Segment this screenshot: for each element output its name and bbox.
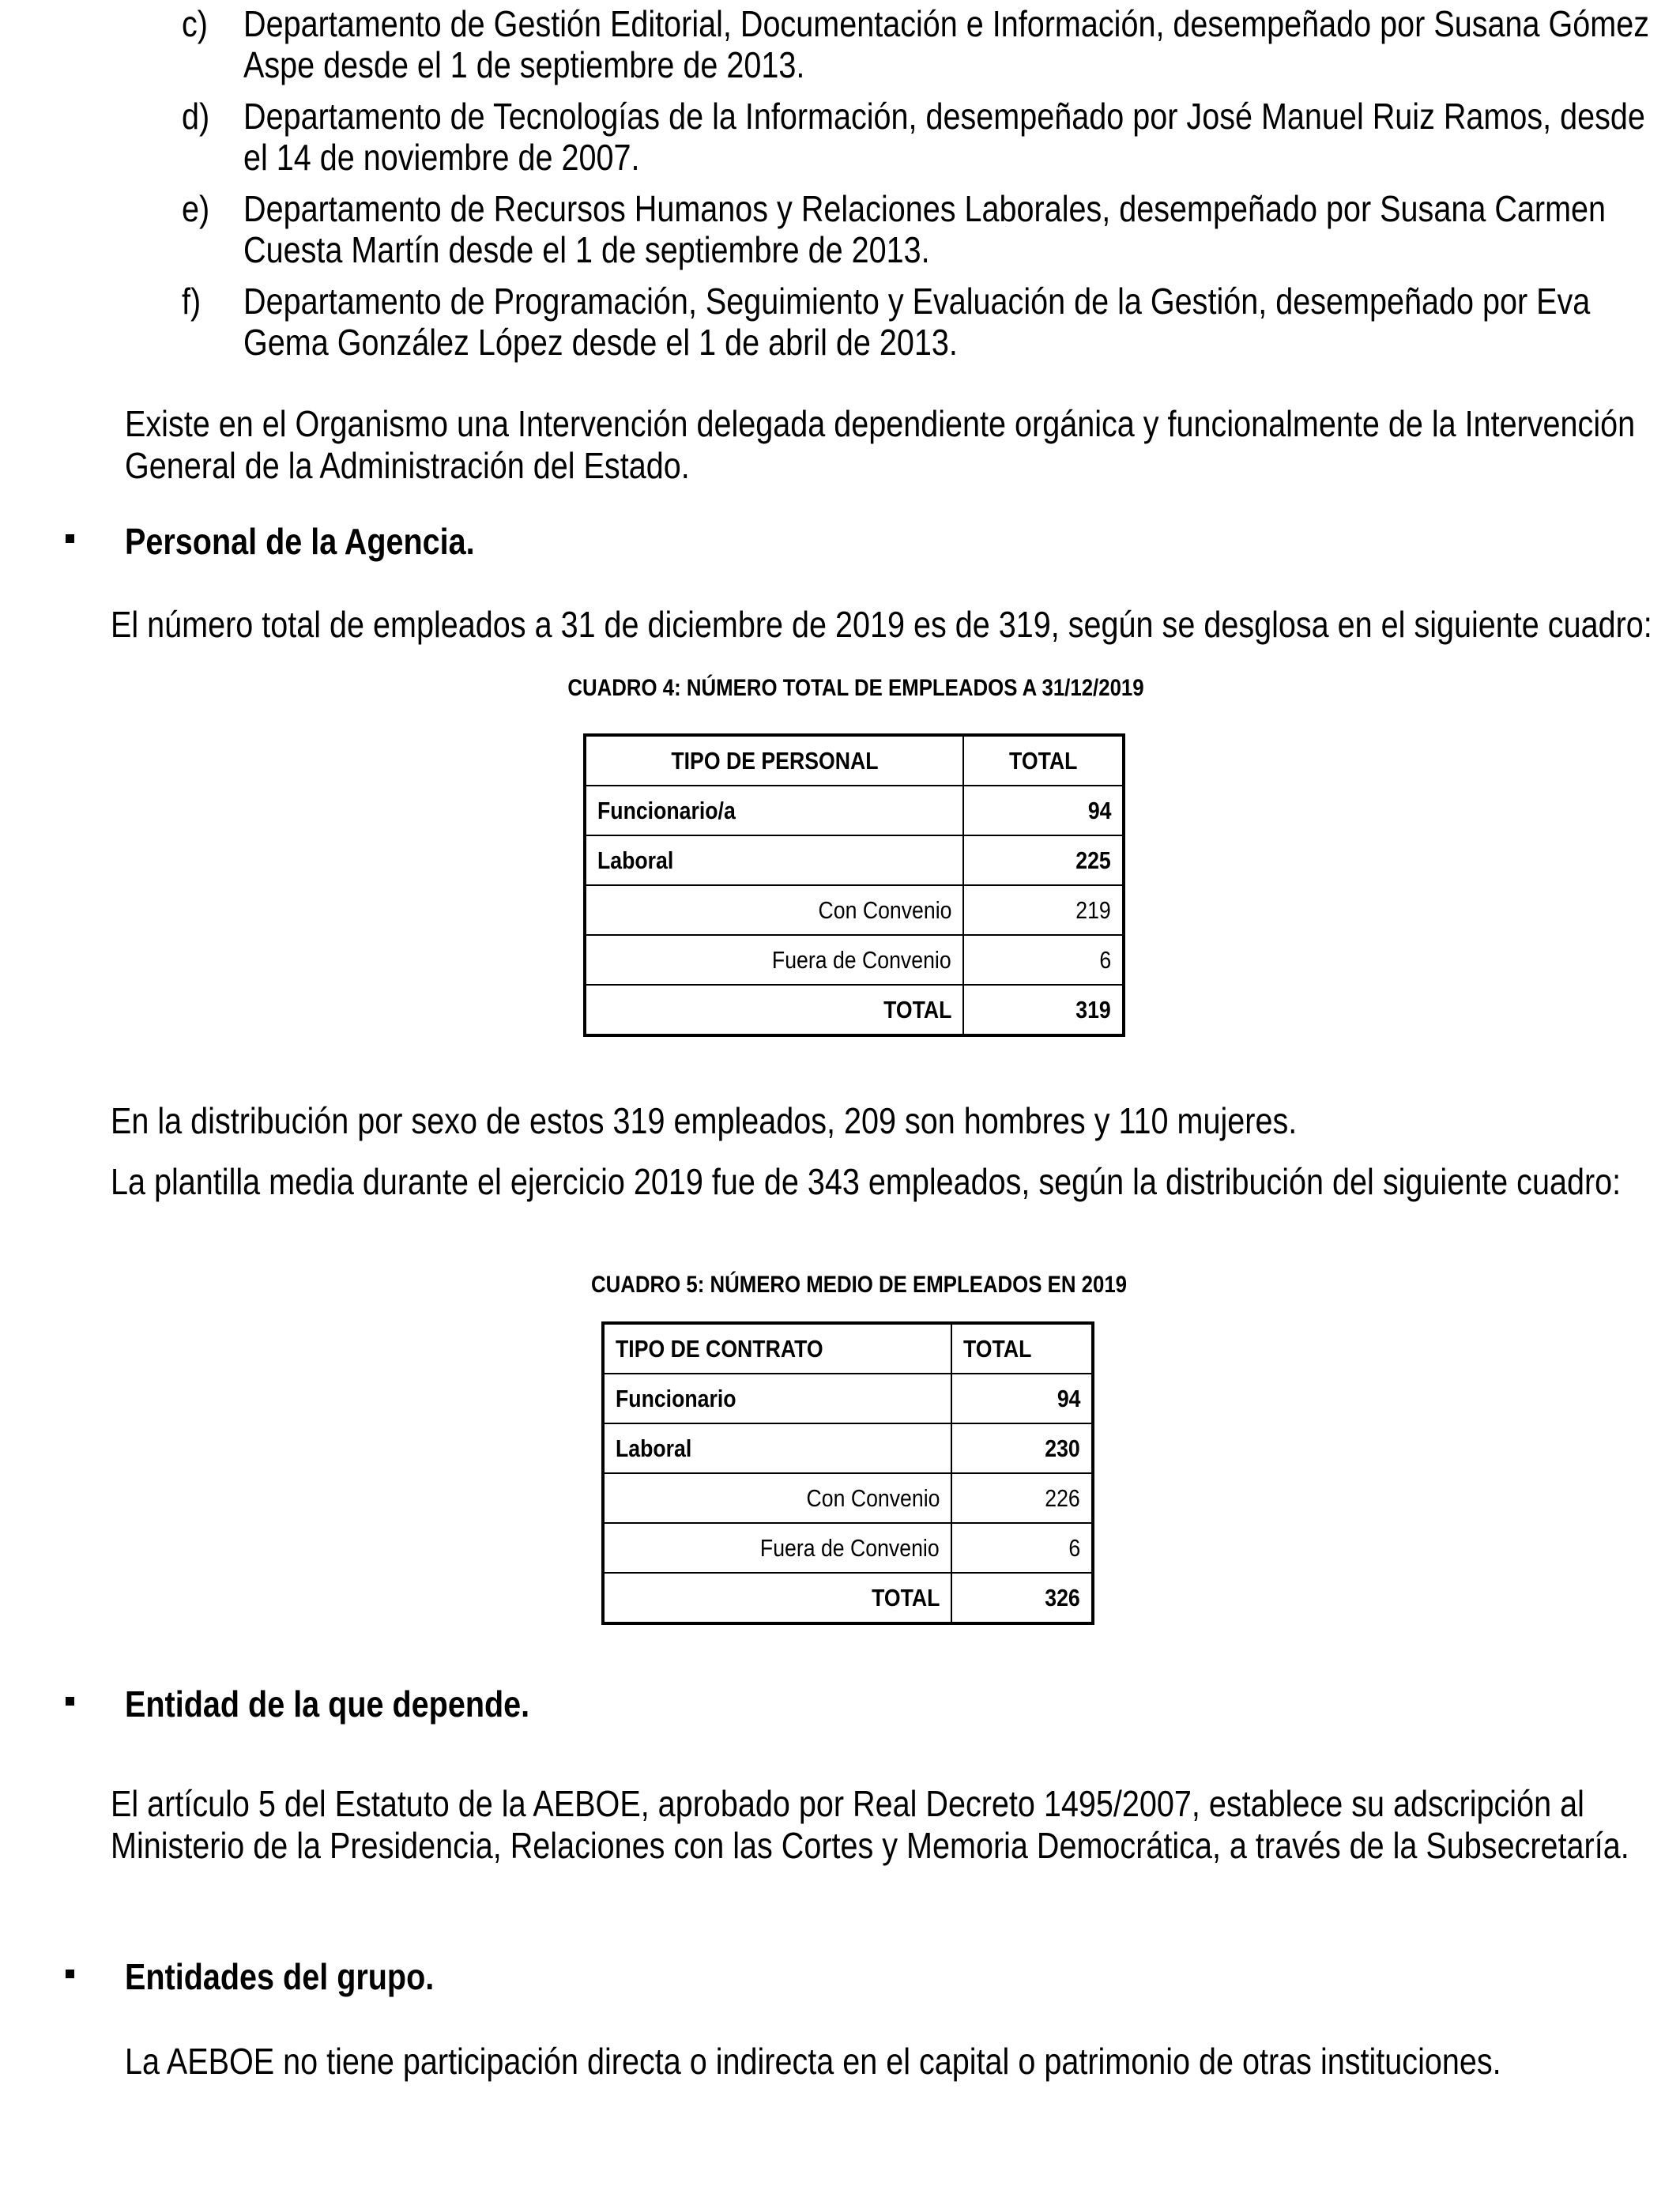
table-row: [603, 1473, 1093, 1523]
paragraph-line: El número total de empleados a 31 de diciembre de 2019 es de 319, según se desglosa en el siguiente cuadro:: [111, 604, 1652, 645]
table-cell-value: 226: [951, 1473, 1093, 1523]
bullet-icon: [66, 534, 74, 543]
section-heading: Entidades del grupo.: [125, 1956, 435, 1997]
table-caption: CUADRO 4: NÚMERO TOTAL DE EMPLEADOS A 31/12/2019: [567, 675, 1144, 701]
paragraph-line: Ministerio de la Presidencia, Relaciones con las Cortes y Memoria Democrática, a través de la Subsecretaría.: [111, 1825, 1629, 1866]
table-header-cell: TIPO DE PERSONAL: [585, 735, 963, 786]
list-marker: f): [182, 281, 202, 322]
table-cell-value: 94: [951, 1374, 1093, 1423]
list-item-line: Departamento de Recursos Humanos y Relaciones Laborales, desempeñado por Susana Carmen: [243, 188, 1607, 229]
paragraph-line: General de la Administración del Estado.: [125, 445, 690, 486]
table-header-row: [603, 1323, 1093, 1374]
table-header-row: [585, 735, 1124, 786]
table-total-row: [603, 1573, 1093, 1623]
table-cell-value: 225: [963, 835, 1124, 885]
list-marker: e): [182, 188, 210, 229]
bullet-icon: [66, 1697, 74, 1706]
table-cell-value: 219: [963, 885, 1124, 935]
table-cell-label: TOTAL: [603, 1573, 951, 1623]
list-item-line: Cuesta Martín desde el 1 de septiembre de 2013.: [243, 229, 930, 270]
paragraph-line: La AEBOE no tiene participación directa o indirecta en el capital o patrimonio de otras instituciones.: [125, 2041, 1501, 2082]
cuadro-4-table: [583, 733, 1125, 1037]
paragraph-line: En la distribución por sexo de estos 319 empleados, 209 son hombres y 110 mujeres.: [111, 1100, 1298, 1141]
table-row: [603, 1523, 1093, 1573]
table-cell-label: Fuera de Convenio: [603, 1523, 951, 1573]
table-row: [585, 935, 1124, 985]
table-row: [603, 1423, 1093, 1473]
table-cell-value: 326: [951, 1573, 1093, 1623]
table-cell-label: Laboral: [585, 835, 963, 885]
list-marker: c): [182, 3, 208, 44]
list-item-line: Departamento de Gestión Editorial, Documentación e Información, desempeñado por Susana Gómez: [243, 3, 1650, 44]
table-row: [603, 1374, 1093, 1423]
table-cell-label: Con Convenio: [585, 885, 963, 935]
paragraph-line: La plantilla media durante el ejercicio 2019 fue de 343 empleados, según la distribución del siguiente cuadro:: [111, 1161, 1622, 1202]
table-header-cell: TOTAL: [963, 735, 1124, 786]
section-heading: Entidad de la que depende.: [125, 1683, 530, 1725]
table-cell-label: Laboral: [603, 1423, 951, 1473]
table-cell-value: 6: [963, 935, 1124, 985]
paragraph-line: Existe en el Organismo una Intervención delegada dependiente orgánica y funcionalmente de la Intervención: [125, 403, 1636, 444]
table-cell-label: Funcionario: [603, 1374, 951, 1423]
list-item-line: Gema González López desde el 1 de abril de 2013.: [243, 322, 958, 363]
table-row: [585, 885, 1124, 935]
table-cell-value: 230: [951, 1423, 1093, 1473]
table-cell-label: TOTAL: [585, 985, 963, 1035]
table-total-row: [585, 985, 1124, 1035]
table-cell-label: Fuera de Convenio: [585, 935, 963, 985]
list-marker: d): [182, 96, 210, 137]
cuadro-5-table: [601, 1321, 1094, 1625]
list-item-line: Aspe desde el 1 de septiembre de 2013.: [243, 44, 805, 85]
list-item-line: Departamento de Programación, Seguimiento y Evaluación de la Gestión, desempeñado por Eva: [243, 281, 1591, 322]
table-cell-value: 94: [963, 786, 1124, 835]
table-cell-label: Funcionario/a: [585, 786, 963, 835]
bullet-icon: [66, 1970, 74, 1978]
list-item-line: Departamento de Tecnologías de la Información, desempeñado por José Manuel Ruiz Ramos, desde: [243, 96, 1645, 137]
table-cell-value: 319: [963, 985, 1124, 1035]
table-header-cell: TIPO DE CONTRATO: [603, 1323, 951, 1374]
table-caption: CUADRO 5: NÚMERO MEDIO DE EMPLEADOS EN 2019: [590, 1272, 1128, 1298]
table-header-cell: TOTAL: [951, 1323, 1093, 1374]
table-cell-value: 6: [951, 1523, 1093, 1573]
table-row: [585, 786, 1124, 835]
section-heading: Personal de la Agencia.: [125, 521, 475, 562]
paragraph-line: El artículo 5 del Estatuto de la AEBOE, aprobado por Real Decreto 1495/2007, establece su adscripción al: [111, 1783, 1584, 1824]
table-row: [585, 835, 1124, 885]
list-item-line: el 14 de noviembre de 2007.: [243, 137, 640, 178]
table-cell-label: Con Convenio: [603, 1473, 951, 1523]
